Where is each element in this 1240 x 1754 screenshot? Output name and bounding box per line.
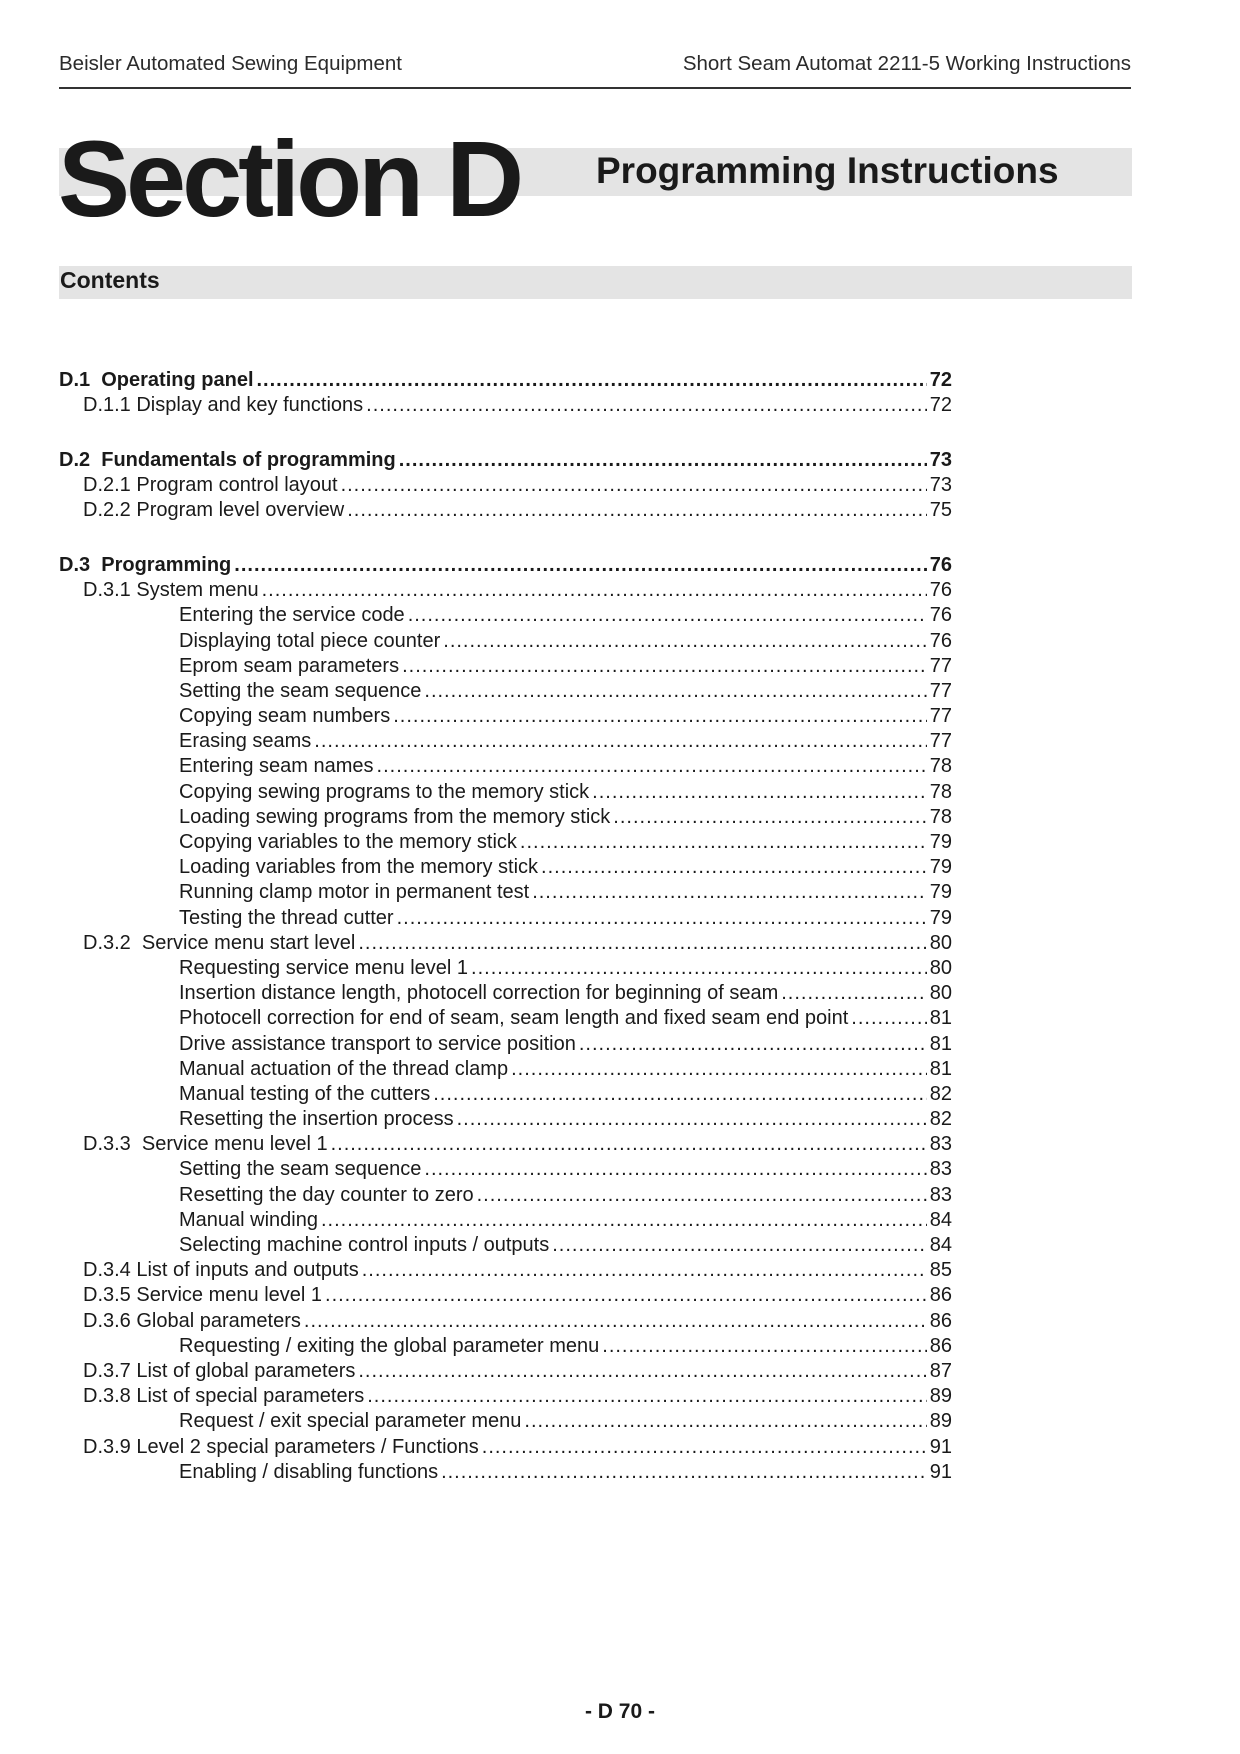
toc-entry[interactable]: [59, 1309, 952, 1334]
toc-entry[interactable]: [59, 1384, 952, 1409]
toc-entry[interactable]: [59, 981, 952, 1006]
toc-page-number: 78: [929, 780, 952, 803]
toc-entry[interactable]: [59, 1233, 952, 1258]
toc-title: Display and key functions: [136, 394, 364, 417]
toc-leader-dots: [552, 1233, 927, 1258]
toc-title: Requesting service menu level 1: [179, 956, 469, 979]
toc-entry[interactable]: [59, 603, 952, 628]
toc-leader-dots: [347, 498, 927, 523]
toc-page-number: 76: [929, 579, 952, 602]
toc-leader-dots: [524, 1409, 926, 1434]
toc-title: Loading sewing programs from the memory stick: [179, 805, 611, 828]
section-subtitle: Programming Instructions: [596, 150, 1059, 191]
toc-entry[interactable]: [59, 498, 952, 523]
toc-number: D.3.1: [83, 579, 137, 602]
toc-number: D.1.1: [83, 394, 137, 417]
toc-title: Entering seam names: [179, 755, 374, 778]
toc-title: Copying seam numbers: [179, 705, 391, 728]
toc-title: Service menu level 1: [141, 1133, 328, 1156]
toc-leader-dots: [321, 1208, 927, 1233]
toc-title: Copying variables to the memory stick: [179, 831, 517, 853]
toc-title: Fundamentals of programming: [101, 448, 396, 471]
toc-page-number: 73: [929, 448, 952, 471]
toc-title: Service menu level 1: [136, 1284, 323, 1307]
toc-number: D.3: [59, 553, 102, 576]
page-number: - D 70 -: [584, 1700, 655, 1723]
toc-entry[interactable]: [59, 1283, 952, 1308]
toc-leader-dots: [441, 1460, 927, 1485]
toc-title: Resetting the insertion process: [179, 1108, 454, 1131]
toc-title: Copying sewing programs to the memory stick: [179, 780, 590, 803]
toc-page-number: 83: [929, 1158, 952, 1181]
toc-page-number: 91: [929, 1460, 952, 1483]
toc-page-number: 79: [929, 856, 952, 879]
toc-entry[interactable]: [59, 654, 952, 679]
toc-leader-dots: [443, 629, 926, 654]
toc-page-number: 81: [929, 1032, 952, 1055]
toc-entry[interactable]: [59, 704, 952, 729]
toc-title: Photocell correction for end of seam, seam length and fixed seam end point: [179, 1007, 849, 1030]
toc-entry[interactable]: [59, 931, 952, 956]
page-header: [59, 52, 1131, 76]
toc-title: Manual testing of the cutters: [179, 1082, 431, 1105]
toc-page-number: 77: [929, 705, 952, 728]
toc-title: Requesting / exiting the global parameter menu: [179, 1334, 600, 1357]
toc-entry[interactable]: [59, 473, 952, 498]
toc-page-number: 81: [929, 1007, 952, 1030]
toc-title: Request / exit special parameter menu: [179, 1410, 522, 1433]
toc-entry[interactable]: [59, 754, 952, 779]
toc-number: D.2: [59, 448, 102, 471]
contents-heading: Contents: [60, 267, 160, 293]
toc-entry[interactable]: [59, 679, 952, 704]
toc-page-number: 77: [929, 679, 952, 702]
toc-leader-dots: [314, 729, 926, 754]
toc-leader-dots: [262, 578, 927, 603]
toc-entry[interactable]: [59, 1460, 952, 1485]
toc-entry[interactable]: [59, 1107, 952, 1132]
toc-entry[interactable]: [59, 906, 952, 931]
toc-title: Drive assistance transport to service position: [179, 1032, 576, 1055]
toc-page-number: 73: [929, 474, 952, 497]
toc-entry[interactable]: [59, 880, 952, 905]
toc-leader-dots: [471, 956, 927, 981]
toc-entry[interactable]: [59, 1006, 952, 1031]
toc-number: D.3.7: [83, 1359, 137, 1382]
toc-number: D.3.4: [83, 1259, 137, 1282]
toc-entry[interactable]: [59, 1032, 952, 1057]
toc-number: D.3.3: [83, 1133, 142, 1156]
toc-page-number: 87: [929, 1359, 952, 1382]
toc-leader-dots: [358, 931, 926, 956]
toc-leader-dots: [477, 1183, 927, 1208]
header-left: Beisler Automated Sewing Equipment: [59, 52, 403, 75]
toc-leader-dots: [304, 1309, 927, 1334]
toc-leader-dots: [579, 1032, 927, 1057]
toc-entry[interactable]: [59, 1359, 952, 1384]
toc-title: List of special parameters: [136, 1385, 365, 1408]
toc-page-number: 80: [929, 931, 952, 954]
toc-entry[interactable]: [59, 393, 952, 418]
toc-number: D.3.9: [83, 1435, 137, 1458]
toc-title: Loading variables from the memory stick: [179, 856, 539, 879]
toc-number: D.3.6: [83, 1309, 137, 1332]
toc-title: Program level overview: [136, 499, 345, 522]
toc-leader-dots: [234, 553, 926, 578]
toc-title: System menu: [136, 579, 259, 602]
toc-leader-dots: [341, 473, 927, 498]
toc-entry[interactable]: [59, 1334, 952, 1359]
toc-entry[interactable]: [59, 780, 952, 805]
toc-chapter[interactable]: [59, 368, 952, 393]
toc-leader-dots: [520, 830, 927, 855]
toc-page-number: 91: [929, 1435, 952, 1458]
toc-leader-dots: [541, 855, 927, 880]
toc-page-number: 86: [929, 1334, 952, 1357]
toc-chapter[interactable]: [59, 553, 952, 578]
toc-page-number: 81: [929, 1057, 952, 1080]
toc-leader-dots: [362, 1258, 927, 1283]
toc-entry[interactable]: [59, 1258, 952, 1283]
toc-entry[interactable]: [59, 855, 952, 880]
toc-entry[interactable]: [59, 1208, 952, 1233]
toc-entry[interactable]: [59, 1409, 952, 1434]
toc-leader-dots: [366, 393, 927, 418]
toc-title: Entering the service code: [179, 604, 405, 627]
toc-page-number: 80: [929, 956, 952, 979]
toc-page-number: 82: [929, 1108, 952, 1131]
section-title: Section D: [58, 118, 521, 239]
toc-entry[interactable]: [59, 729, 952, 754]
toc-number: D.2.2: [83, 499, 137, 522]
toc-leader-dots: [397, 906, 927, 931]
contents-band: [59, 266, 1132, 299]
toc-title: Testing the thread cutter: [179, 906, 394, 929]
toc-page-number: 84: [929, 1208, 952, 1231]
toc-leader-dots: [851, 1006, 926, 1031]
toc-number: D.3.2: [83, 931, 142, 954]
toc-leader-dots: [424, 679, 926, 704]
toc-number: D.3.8: [83, 1385, 137, 1408]
toc-page-number: 83: [929, 1183, 952, 1206]
toc-leader-dots: [393, 704, 927, 729]
toc-number: D.1: [59, 369, 102, 391]
toc-leader-dots: [399, 448, 927, 473]
toc-leader-dots: [457, 1107, 927, 1132]
toc-leader-dots: [613, 805, 926, 830]
toc-leader-dots: [424, 1157, 926, 1182]
toc-page-number: 79: [929, 831, 952, 853]
toc-number: D.2.1: [83, 474, 137, 497]
toc-title: Displaying total piece counter: [179, 629, 441, 652]
toc-entry[interactable]: [59, 956, 952, 981]
toc-page-number: 83: [929, 1133, 952, 1156]
toc-title: Setting the seam sequence: [179, 1158, 422, 1181]
toc-page-number: 85: [929, 1259, 952, 1282]
toc-title: Enabling / disabling functions: [179, 1460, 439, 1483]
toc-title: Manual winding: [179, 1208, 318, 1231]
toc-leader-dots: [592, 780, 927, 805]
toc-page-number: 77: [929, 730, 952, 753]
toc-number: D.3.5: [83, 1284, 137, 1307]
toc-leader-dots: [433, 1082, 927, 1107]
toc-page-number: 86: [929, 1284, 952, 1307]
toc-title: Insertion distance length, photocell correction for beginning of seam: [179, 982, 779, 1005]
toc-page-number: 72: [929, 369, 952, 391]
toc-title: Selecting machine control inputs / outputs: [179, 1234, 550, 1256]
toc-chapter[interactable]: [59, 448, 952, 473]
toc-page-number: 80: [929, 982, 952, 1005]
toc-leader-dots: [408, 603, 927, 628]
toc-title: List of global parameters: [136, 1359, 356, 1382]
toc-leader-dots: [781, 981, 927, 1006]
toc-title: Resetting the day counter to zero: [179, 1183, 474, 1206]
toc-page-number: 79: [929, 906, 952, 929]
toc-page-number: 78: [929, 805, 952, 828]
toc-leader-dots: [331, 1132, 927, 1157]
toc-page-number: 89: [929, 1410, 952, 1433]
toc-title: Service menu start level: [141, 931, 356, 954]
toc-leader-dots: [602, 1334, 926, 1359]
toc-page-number: 77: [929, 654, 952, 677]
toc-entry[interactable]: [59, 578, 952, 603]
toc-title: Programming: [101, 553, 232, 576]
header-rule: [59, 87, 1131, 89]
toc-page-number: 72: [929, 394, 952, 417]
toc-leader-dots: [367, 1384, 927, 1409]
toc-page-number: 84: [929, 1234, 952, 1256]
toc-title: Running clamp motor in permanent test: [179, 881, 530, 904]
toc-title: Level 2 special parameters / Functions: [136, 1435, 479, 1458]
toc-title: Operating panel: [101, 369, 254, 391]
table-of-contents: [59, 368, 952, 1485]
toc-page-number: 76: [929, 604, 952, 627]
toc-entry[interactable]: [59, 1435, 952, 1460]
toc-leader-dots: [325, 1283, 927, 1308]
toc-leader-dots: [511, 1057, 927, 1082]
toc-title: Erasing seams: [179, 730, 312, 753]
toc-entry[interactable]: [59, 830, 952, 855]
toc-page-number: 82: [929, 1082, 952, 1105]
toc-entry[interactable]: [59, 1082, 952, 1107]
toc-title: List of inputs and outputs: [136, 1259, 359, 1282]
toc-leader-dots: [377, 754, 927, 779]
toc-page-number: 75: [929, 499, 952, 522]
toc-entry[interactable]: [59, 1132, 952, 1157]
header-right: Short Seam Automat 2211-5 Working Instructions: [682, 52, 1131, 75]
toc-leader-dots: [402, 654, 927, 679]
toc-page-number: 86: [929, 1309, 952, 1332]
toc-leader-dots: [358, 1359, 926, 1384]
toc-title: Eprom seam parameters: [179, 654, 400, 677]
toc-page-number: 76: [929, 553, 952, 576]
toc-title: Manual actuation of the thread clamp: [179, 1057, 509, 1080]
toc-entry[interactable]: [59, 1057, 952, 1082]
toc-page-number: 89: [929, 1385, 952, 1408]
toc-entry[interactable]: [59, 1183, 952, 1208]
toc-entry[interactable]: [59, 805, 952, 830]
toc-page-number: 76: [929, 629, 952, 652]
toc-title: Global parameters: [136, 1309, 301, 1332]
toc-title: Setting the seam sequence: [179, 679, 422, 702]
toc-title: Program control layout: [136, 474, 338, 497]
toc-leader-dots: [482, 1435, 927, 1460]
toc-page-number: 78: [929, 755, 952, 778]
toc-leader-dots: [532, 880, 927, 905]
toc-entry[interactable]: [59, 1157, 952, 1182]
toc-entry[interactable]: [59, 629, 952, 654]
toc-leader-dots: [257, 368, 927, 393]
toc-page-number: 79: [929, 881, 952, 904]
